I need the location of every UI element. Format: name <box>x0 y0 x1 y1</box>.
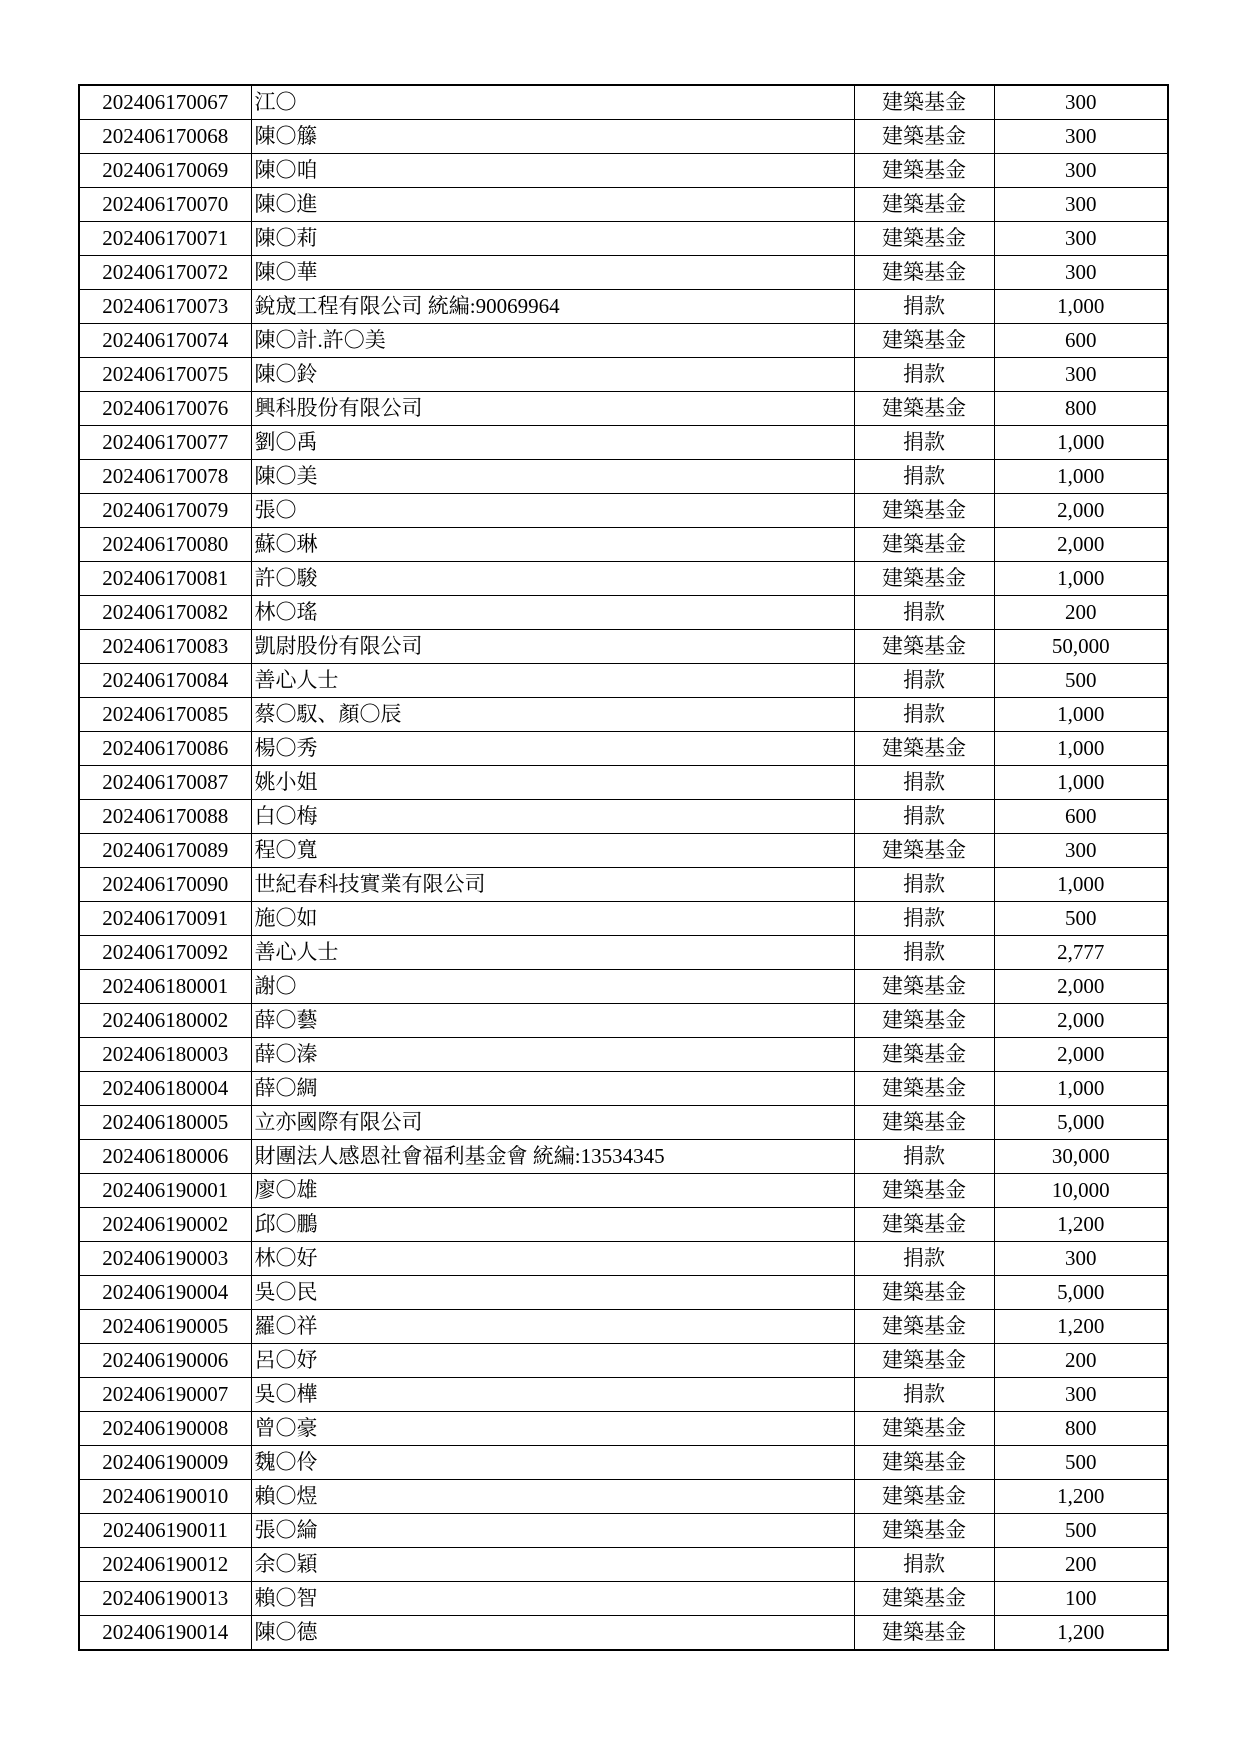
amount-cell: 1,200 <box>994 1208 1168 1242</box>
receipt-number-cell: 202406190012 <box>79 1548 251 1582</box>
receipt-number-cell: 202406190007 <box>79 1378 251 1412</box>
table-row <box>79 85 1168 120</box>
receipt-number-cell: 202406170085 <box>79 698 251 732</box>
amount-cell: 1,000 <box>994 868 1168 902</box>
table-row <box>79 1480 1168 1514</box>
donor-name-cell: 陳〇德 <box>251 1616 854 1651</box>
table-row <box>79 1514 1168 1548</box>
receipt-number-cell: 202406170079 <box>79 494 251 528</box>
table-row <box>79 1310 1168 1344</box>
table-row <box>79 1242 1168 1276</box>
table-row <box>79 120 1168 154</box>
table-row <box>79 1446 1168 1480</box>
donor-name-cell: 蔡〇馭、顏〇辰 <box>251 698 854 732</box>
donation-type-cell: 捐款 <box>854 426 994 460</box>
table-row <box>79 596 1168 630</box>
amount-cell: 300 <box>994 1378 1168 1412</box>
amount-cell: 800 <box>994 392 1168 426</box>
amount-cell: 1,200 <box>994 1480 1168 1514</box>
donation-type-cell: 捐款 <box>854 698 994 732</box>
amount-cell: 200 <box>994 1344 1168 1378</box>
amount-cell: 1,000 <box>994 698 1168 732</box>
donation-type-cell: 建築基金 <box>854 256 994 290</box>
receipt-number-cell: 202406170080 <box>79 528 251 562</box>
table-row <box>79 256 1168 290</box>
donation-type-cell: 建築基金 <box>854 1616 994 1651</box>
amount-cell: 600 <box>994 324 1168 358</box>
donation-type-cell: 捐款 <box>854 460 994 494</box>
receipt-number-cell: 202406170073 <box>79 290 251 324</box>
amount-cell: 1,200 <box>994 1616 1168 1651</box>
amount-cell: 300 <box>994 85 1168 120</box>
amount-cell: 300 <box>994 834 1168 868</box>
donor-name-cell: 善心人士 <box>251 664 854 698</box>
table-row <box>79 630 1168 664</box>
table-row <box>79 426 1168 460</box>
amount-cell: 2,777 <box>994 936 1168 970</box>
table-row <box>79 1004 1168 1038</box>
amount-cell: 2,000 <box>994 528 1168 562</box>
table-row <box>79 528 1168 562</box>
donor-name-cell: 楊〇秀 <box>251 732 854 766</box>
receipt-number-cell: 202406190014 <box>79 1616 251 1651</box>
donation-type-cell: 建築基金 <box>854 222 994 256</box>
donor-name-cell: 陳〇籐 <box>251 120 854 154</box>
receipt-number-cell: 202406170089 <box>79 834 251 868</box>
table-row <box>79 1548 1168 1582</box>
donation-type-cell: 建築基金 <box>854 1004 994 1038</box>
receipt-number-cell: 202406170067 <box>79 85 251 120</box>
donor-name-cell: 程〇寬 <box>251 834 854 868</box>
amount-cell: 800 <box>994 1412 1168 1446</box>
receipt-number-cell: 202406190009 <box>79 1446 251 1480</box>
donor-name-cell: 銳宬工程有限公司 統編:90069964 <box>251 290 854 324</box>
receipt-number-cell: 202406170076 <box>79 392 251 426</box>
receipt-number-cell: 202406170088 <box>79 800 251 834</box>
table-row <box>79 494 1168 528</box>
donation-type-cell: 建築基金 <box>854 1514 994 1548</box>
receipt-number-cell: 202406190011 <box>79 1514 251 1548</box>
donor-name-cell: 吳〇樺 <box>251 1378 854 1412</box>
donation-type-cell: 建築基金 <box>854 188 994 222</box>
donation-type-cell: 建築基金 <box>854 1276 994 1310</box>
table-row <box>79 1038 1168 1072</box>
receipt-number-cell: 202406180001 <box>79 970 251 1004</box>
donor-name-cell: 薛〇溱 <box>251 1038 854 1072</box>
donation-table <box>78 84 1169 1651</box>
donor-name-cell: 張〇綸 <box>251 1514 854 1548</box>
receipt-number-cell: 202406170090 <box>79 868 251 902</box>
receipt-number-cell: 202406170068 <box>79 120 251 154</box>
donor-name-cell: 余〇穎 <box>251 1548 854 1582</box>
table-row <box>79 800 1168 834</box>
receipt-number-cell: 202406190002 <box>79 1208 251 1242</box>
amount-cell: 2,000 <box>994 1038 1168 1072</box>
table-row <box>79 1582 1168 1616</box>
donor-name-cell: 陳〇進 <box>251 188 854 222</box>
amount-cell: 1,000 <box>994 1072 1168 1106</box>
donation-type-cell: 建築基金 <box>854 85 994 120</box>
donor-name-cell: 蘇〇琳 <box>251 528 854 562</box>
table-row <box>79 1208 1168 1242</box>
receipt-number-cell: 202406170069 <box>79 154 251 188</box>
amount-cell: 500 <box>994 902 1168 936</box>
receipt-number-cell: 202406180004 <box>79 1072 251 1106</box>
donation-type-cell: 建築基金 <box>854 1072 994 1106</box>
amount-cell: 5,000 <box>994 1106 1168 1140</box>
donor-name-cell: 立亦國際有限公司 <box>251 1106 854 1140</box>
donor-name-cell: 陳〇鈴 <box>251 358 854 392</box>
donation-type-cell: 捐款 <box>854 1378 994 1412</box>
receipt-number-cell: 202406190013 <box>79 1582 251 1616</box>
donation-type-cell: 捐款 <box>854 1242 994 1276</box>
receipt-number-cell: 202406170075 <box>79 358 251 392</box>
receipt-number-cell: 202406190001 <box>79 1174 251 1208</box>
donation-type-cell: 捐款 <box>854 596 994 630</box>
donation-type-cell: 建築基金 <box>854 732 994 766</box>
receipt-number-cell: 202406170091 <box>79 902 251 936</box>
amount-cell: 2,000 <box>994 1004 1168 1038</box>
donor-name-cell: 吳〇民 <box>251 1276 854 1310</box>
table-row <box>79 1378 1168 1412</box>
receipt-number-cell: 202406170074 <box>79 324 251 358</box>
donation-table-body <box>79 85 1168 1650</box>
donation-type-cell: 建築基金 <box>854 562 994 596</box>
donation-type-cell: 建築基金 <box>854 1446 994 1480</box>
table-row <box>79 290 1168 324</box>
amount-cell: 200 <box>994 1548 1168 1582</box>
donor-name-cell: 林〇瑤 <box>251 596 854 630</box>
donation-type-cell: 建築基金 <box>854 1174 994 1208</box>
amount-cell: 1,000 <box>994 290 1168 324</box>
table-row <box>79 664 1168 698</box>
amount-cell: 1,000 <box>994 460 1168 494</box>
receipt-number-cell: 202406190010 <box>79 1480 251 1514</box>
donation-type-cell: 捐款 <box>854 1140 994 1174</box>
amount-cell: 300 <box>994 222 1168 256</box>
receipt-number-cell: 202406170084 <box>79 664 251 698</box>
table-row <box>79 766 1168 800</box>
receipt-number-cell: 202406170081 <box>79 562 251 596</box>
donor-name-cell: 陳〇莉 <box>251 222 854 256</box>
donation-type-cell: 建築基金 <box>854 494 994 528</box>
receipt-number-cell: 202406190006 <box>79 1344 251 1378</box>
amount-cell: 2,000 <box>994 494 1168 528</box>
donor-name-cell: 廖〇雄 <box>251 1174 854 1208</box>
donation-type-cell: 建築基金 <box>854 1412 994 1446</box>
receipt-number-cell: 202406180006 <box>79 1140 251 1174</box>
receipt-number-cell: 202406170071 <box>79 222 251 256</box>
donor-name-cell: 陳〇美 <box>251 460 854 494</box>
table-row <box>79 936 1168 970</box>
receipt-number-cell: 202406170072 <box>79 256 251 290</box>
donor-name-cell: 凱尉股份有限公司 <box>251 630 854 664</box>
amount-cell: 200 <box>994 596 1168 630</box>
donation-type-cell: 建築基金 <box>854 1310 994 1344</box>
table-row <box>79 460 1168 494</box>
amount-cell: 300 <box>994 256 1168 290</box>
amount-cell: 30,000 <box>994 1140 1168 1174</box>
table-row <box>79 868 1168 902</box>
donation-type-cell: 建築基金 <box>854 324 994 358</box>
table-row <box>79 970 1168 1004</box>
amount-cell: 1,000 <box>994 426 1168 460</box>
amount-cell: 300 <box>994 188 1168 222</box>
donor-name-cell: 謝〇 <box>251 970 854 1004</box>
receipt-number-cell: 202406190005 <box>79 1310 251 1344</box>
table-row <box>79 732 1168 766</box>
donation-type-cell: 建築基金 <box>854 1480 994 1514</box>
donation-type-cell: 捐款 <box>854 936 994 970</box>
donation-type-cell: 捐款 <box>854 766 994 800</box>
table-row <box>79 1344 1168 1378</box>
receipt-number-cell: 202406170087 <box>79 766 251 800</box>
amount-cell: 1,200 <box>994 1310 1168 1344</box>
table-row <box>79 1106 1168 1140</box>
donation-type-cell: 捐款 <box>854 902 994 936</box>
table-row <box>79 1616 1168 1651</box>
donor-name-cell: 賴〇煜 <box>251 1480 854 1514</box>
donor-name-cell: 許〇駿 <box>251 562 854 596</box>
donation-type-cell: 建築基金 <box>854 528 994 562</box>
donor-name-cell: 白〇梅 <box>251 800 854 834</box>
receipt-number-cell: 202406180003 <box>79 1038 251 1072</box>
donation-type-cell: 捐款 <box>854 800 994 834</box>
amount-cell: 50,000 <box>994 630 1168 664</box>
table-row <box>79 154 1168 188</box>
amount-cell: 1,000 <box>994 766 1168 800</box>
receipt-number-cell: 202406190003 <box>79 1242 251 1276</box>
donor-name-cell: 興科股份有限公司 <box>251 392 854 426</box>
donor-name-cell: 陳〇計.許〇美 <box>251 324 854 358</box>
donation-type-cell: 建築基金 <box>854 154 994 188</box>
donor-name-cell: 財團法人感恩社會福利基金會 統編:13534345 <box>251 1140 854 1174</box>
receipt-number-cell: 202406180005 <box>79 1106 251 1140</box>
table-row <box>79 1072 1168 1106</box>
donation-type-cell: 建築基金 <box>854 1208 994 1242</box>
receipt-number-cell: 202406190008 <box>79 1412 251 1446</box>
receipt-number-cell: 202406170070 <box>79 188 251 222</box>
table-row <box>79 392 1168 426</box>
amount-cell: 100 <box>994 1582 1168 1616</box>
amount-cell: 2,000 <box>994 970 1168 1004</box>
amount-cell: 500 <box>994 664 1168 698</box>
receipt-number-cell: 202406170083 <box>79 630 251 664</box>
donation-type-cell: 建築基金 <box>854 1582 994 1616</box>
donation-type-cell: 建築基金 <box>854 970 994 1004</box>
donation-type-cell: 捐款 <box>854 1548 994 1582</box>
receipt-number-cell: 202406170092 <box>79 936 251 970</box>
donor-name-cell: 邱〇鵬 <box>251 1208 854 1242</box>
donation-type-cell: 建築基金 <box>854 630 994 664</box>
donation-type-cell: 建築基金 <box>854 1106 994 1140</box>
table-row <box>79 1276 1168 1310</box>
table-row <box>79 324 1168 358</box>
donation-type-cell: 建築基金 <box>854 392 994 426</box>
table-row <box>79 698 1168 732</box>
amount-cell: 300 <box>994 1242 1168 1276</box>
receipt-number-cell: 202406180002 <box>79 1004 251 1038</box>
receipt-number-cell: 202406170078 <box>79 460 251 494</box>
donation-type-cell: 建築基金 <box>854 1344 994 1378</box>
amount-cell: 5,000 <box>994 1276 1168 1310</box>
donor-name-cell: 魏〇伶 <box>251 1446 854 1480</box>
receipt-number-cell: 202406170086 <box>79 732 251 766</box>
donor-name-cell: 呂〇妤 <box>251 1344 854 1378</box>
donor-name-cell: 陳〇華 <box>251 256 854 290</box>
donation-type-cell: 捐款 <box>854 868 994 902</box>
donor-name-cell: 劉〇禹 <box>251 426 854 460</box>
donation-type-cell: 建築基金 <box>854 834 994 868</box>
amount-cell: 300 <box>994 120 1168 154</box>
donor-name-cell: 陳〇咱 <box>251 154 854 188</box>
receipt-number-cell: 202406190004 <box>79 1276 251 1310</box>
table-row <box>79 562 1168 596</box>
table-row <box>79 358 1168 392</box>
donation-type-cell: 捐款 <box>854 358 994 392</box>
table-row <box>79 222 1168 256</box>
donor-name-cell: 薛〇藝 <box>251 1004 854 1038</box>
donation-type-cell: 捐款 <box>854 664 994 698</box>
amount-cell: 500 <box>994 1514 1168 1548</box>
donor-name-cell: 曾〇豪 <box>251 1412 854 1446</box>
amount-cell: 1,000 <box>994 732 1168 766</box>
amount-cell: 1,000 <box>994 562 1168 596</box>
donor-name-cell: 世紀春科技實業有限公司 <box>251 868 854 902</box>
amount-cell: 600 <box>994 800 1168 834</box>
table-row <box>79 902 1168 936</box>
donation-type-cell: 捐款 <box>854 290 994 324</box>
amount-cell: 10,000 <box>994 1174 1168 1208</box>
table-row <box>79 834 1168 868</box>
amount-cell: 500 <box>994 1446 1168 1480</box>
table-row <box>79 1174 1168 1208</box>
donor-name-cell: 江〇 <box>251 85 854 120</box>
donor-name-cell: 薛〇綢 <box>251 1072 854 1106</box>
receipt-number-cell: 202406170082 <box>79 596 251 630</box>
donor-name-cell: 羅〇祥 <box>251 1310 854 1344</box>
table-row <box>79 1412 1168 1446</box>
donor-name-cell: 張〇 <box>251 494 854 528</box>
donor-name-cell: 善心人士 <box>251 936 854 970</box>
donor-name-cell: 林〇好 <box>251 1242 854 1276</box>
amount-cell: 300 <box>994 154 1168 188</box>
donor-name-cell: 施〇如 <box>251 902 854 936</box>
table-row <box>79 188 1168 222</box>
donation-type-cell: 建築基金 <box>854 1038 994 1072</box>
donor-name-cell: 賴〇智 <box>251 1582 854 1616</box>
table-row <box>79 1140 1168 1174</box>
amount-cell: 300 <box>994 358 1168 392</box>
donation-type-cell: 建築基金 <box>854 120 994 154</box>
receipt-number-cell: 202406170077 <box>79 426 251 460</box>
donor-name-cell: 姚小姐 <box>251 766 854 800</box>
